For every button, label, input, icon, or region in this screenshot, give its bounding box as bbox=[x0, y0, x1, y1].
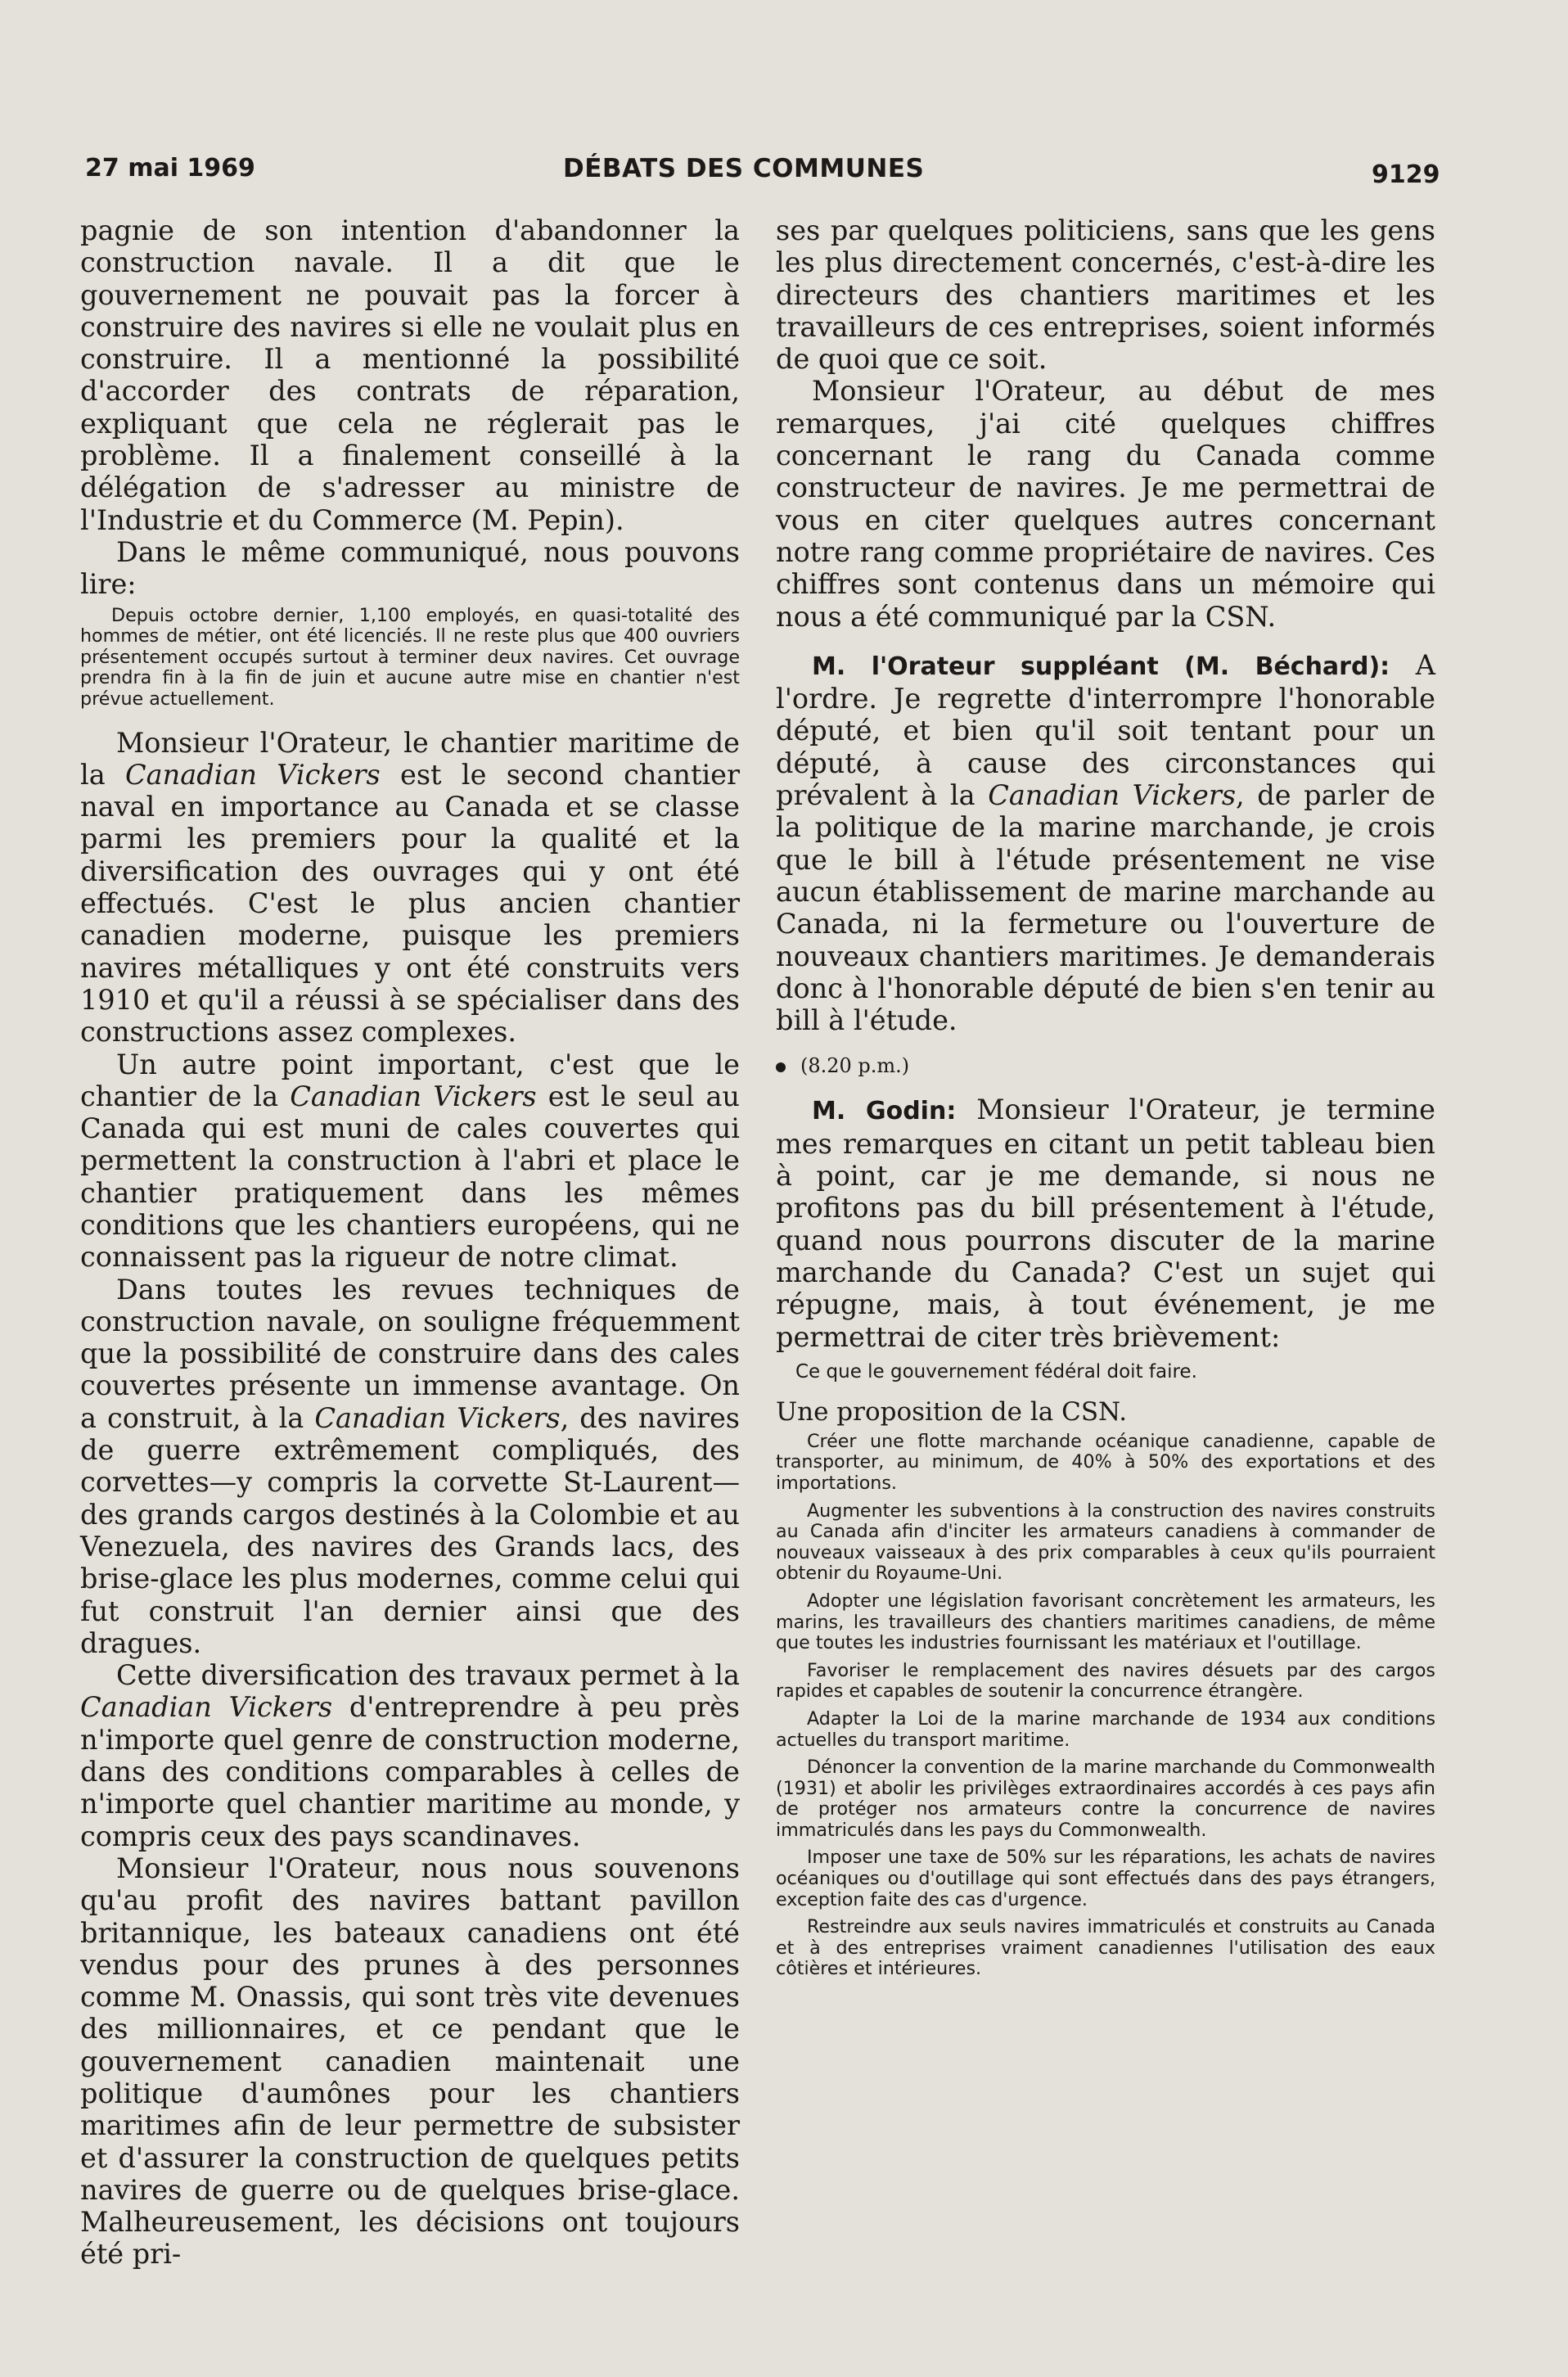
paragraph bbox=[80, 1274, 740, 1660]
paragraph bbox=[80, 727, 740, 1049]
text-run: Monsieur l'Orateur, le chantier maritime de la bbox=[80, 726, 740, 791]
list-item: Restreindre aux seuls navires immatriculés et construits au Canada et à des entreprises vraiment canadiennes l'utilisation des eaux côtières et intérieures. bbox=[776, 1916, 1435, 1980]
company-name: Canadian Vickers bbox=[125, 758, 381, 791]
text-run: A l'ordre. Je regrette d'interrompre l'honorable député, et bien qu'il soit tentant pour un député, à cause des circonstances qui prévalent à la bbox=[776, 648, 1435, 812]
company-name: Canadian Vickers bbox=[80, 1691, 333, 1724]
text-run: est le seul au Canada qui est muni de cales couvertes qui permettent la construction à l'abri et place le chantier pratiquement dans les mêmes conditions que les chantiers européens, qui ne connaissent pas la rigueur de notre climat. bbox=[80, 1080, 741, 1274]
company-name: Canadian Vickers bbox=[988, 779, 1237, 812]
paragraph bbox=[776, 1094, 1435, 1352]
paragraph: ses par quelques politiciens, sans que les gens les plus directement concernés, c'est-à-dire les directeurs des chantiers maritimes et les travailleurs de ces entreprises, soient informés de quoi que ce soit. bbox=[776, 214, 1435, 376]
text-run: Monsieur l'Orateur, je termine mes remarques en citant un petit tableau bien à point, car je me demande, si nous ne profitons pas du bill présentement à l'étude, quand nous pourrons discuter de la marine marchande du Canada? C'est un sujet qui répugne, mais, à tout événement, je me permettrai de citer très brièvement: bbox=[776, 1094, 1436, 1353]
list-item: Créer une flotte marchande océanique canadienne, capable de transporter, au minimum, de 40% à 50% des exportations et des importations. bbox=[776, 1430, 1435, 1494]
header-date: 27 mai 1969 bbox=[85, 154, 255, 183]
speaker-name: M. Godin: bbox=[812, 1097, 957, 1126]
list-item: Favoriser le remplacement des navires désuets par des cargos rapides et capables de soutenir la concurrence étrangère. bbox=[776, 1659, 1435, 1703]
paragraph: Dans le même communiqué, nous pouvons lire: bbox=[80, 535, 740, 601]
text-run: d'entreprendre à peu près n'importe quel genre de construction moderne, dans des conditions comparables à celles de n'importe quel chantier maritime au monde, y compris ceux des pays scandinaves. bbox=[80, 1691, 740, 1852]
subheading: Une proposition de la CSN. bbox=[776, 1396, 1128, 1427]
text-run: Cette diversification des travaux permet à la bbox=[116, 1659, 740, 1692]
company-name: Canadian Vickers bbox=[290, 1080, 537, 1112]
text-run: est le second chantier naval en importance au Canada et se classe parmi les premiers pour la qualité et la diversification des ouvrages qui y ont été effectués. C'est le plus ancien chantier canadien moderne, puisque les premiers navires métalliques y ont été construits vers 1910 et qu'il a réussi à se spécialiser dans des constructions assez complexes. bbox=[80, 758, 741, 1049]
left-column bbox=[80, 214, 740, 2271]
paragraph bbox=[80, 1049, 740, 1274]
quote-title: Ce que le gouvernement fédéral doit faire. bbox=[795, 1360, 1197, 1382]
timestamp-text: (8.20 p.m.) bbox=[800, 1054, 910, 1078]
paragraph bbox=[776, 649, 1435, 1037]
list-item: Dénoncer la convention de la marine marchande du Commonwealth (1931) et abolir les privilèges extraordinaires accordés à ces pays afin de protéger nos armateurs contre la concurrence de navires immatriculés dans les pays du Commonwealth. bbox=[776, 1757, 1435, 1841]
bullet-icon bbox=[776, 1062, 786, 1072]
list-item: Adapter la Loi de la marine marchande de 1934 aux conditions actuelles du transport maritime. bbox=[776, 1707, 1435, 1751]
company-name: Canadian Vickers bbox=[314, 1401, 561, 1434]
speaker-name: M. l'Orateur suppléant (M. Béchard): bbox=[812, 652, 1390, 681]
text-run: Un autre point important, c'est que le chantier de la bbox=[80, 1048, 740, 1112]
paragraph: pagnie de son intention d'abandonner la construction navale. Il a dit que le gouvernement ne pouvait pas la forcer à construire des navires si elle ne voulait plus en construire. Il a mentionné la possibilité d'accorder des contrats de réparation, expliquant que cela ne réglerait pas le problème. Il a finalement conseillé à la délégation de s'adresser au ministre de l'Industrie et du Commerce (M. Pepin). bbox=[80, 214, 740, 536]
header-title: DÉBATS DES COMMUNES bbox=[563, 154, 925, 183]
text-run: , de parler de la politique de la marine marchande, je crois que le bill à l'étude présentement ne vise aucun établissement de marine marchande au Canada, ni la fermeture ou l'ouverture de nouveaux chantiers maritimes. Je demanderais donc à l'honorable député de bien s'en tenir au bill à l'étude. bbox=[776, 779, 1435, 1037]
timestamp bbox=[776, 1054, 1435, 1077]
list-item: Adopter une législation favorisant concrètement les armateurs, les marins, les travailleurs des chantiers maritimes canadiens, de même que toutes les industries fournissant les matériaux et l'outillage. bbox=[776, 1590, 1435, 1654]
block-quote: Depuis octobre dernier, 1,100 employés, en quasi-totalité des hommes de métier, ont été licenciés. Il ne reste plus que 400 ouvriers présentement occupés surtout à terminer deux navires. Cet ouvrage prendra fin à la fin de juin et aucune autre mise en chantier n'est prévue actuellement. bbox=[80, 604, 740, 710]
paragraph bbox=[80, 1659, 740, 1852]
text-run: , des navires de guerre extrêmement compliqués, des corvettes—y compris la corvette St-Laurent—des grands cargos destinés à la Colombie et au Venezuela, des navires des Grands lacs, des brise-glace les plus modernes, comme celui qui fut construit l'an dernier ainsi que des dragues. bbox=[80, 1401, 740, 1659]
header-page-number: 9129 bbox=[1372, 160, 1440, 189]
list-item: Imposer une taxe de 50% sur les réparations, les achats de navires océaniques ou d'outillage qui sont effectués dans des pays étrangers, exception faite des cas d'urgence. bbox=[776, 1847, 1435, 1910]
right-column bbox=[776, 214, 1435, 1980]
list-item: Augmenter les subventions à la construction des navires construits au Canada afin d'inciter les armateurs canadiens à commander de nouveaux vaisseaux à des prix comparables à ceux qu'ils pourraient obtenir du Royaume-Uni. bbox=[776, 1500, 1435, 1585]
proposal-list bbox=[776, 1432, 1435, 1980]
text-run: Dans toutes les revues techniques de construction navale, on souligne fréquemment que la possibilité de construire dans des cales couvertes présente un immense avantage. On a construit, à la bbox=[80, 1273, 740, 1434]
paragraph: Monsieur l'Orateur, au début de mes remarques, j'ai cité quelques chiffres concernant le rang du Canada comme constructeur de navires. Je me permettrai de vous en citer quelques autres concernant notre rang comme propriétaire de navires. Ces chiffres sont contenus dans un mémoire qui nous a été communiqué par la CSN. bbox=[776, 375, 1435, 633]
paragraph: Monsieur l'Orateur, nous nous souvenons qu'au profit des navires battant pavillon britannique, les bateaux canadiens ont été vendus pour des prunes à des personnes comme M. Onassis, qui sont très vite devenues des millionnaires, et ce pendant que le gouvernement canadien maintenait une politique d'aumônes pour les chantiers maritimes afin de leur permettre de subsister et d'assurer la construction de quelques petits navires de guerre ou de quelques brise-glace. Malheureusement, les décisions ont toujours été pri- bbox=[80, 1852, 740, 2271]
